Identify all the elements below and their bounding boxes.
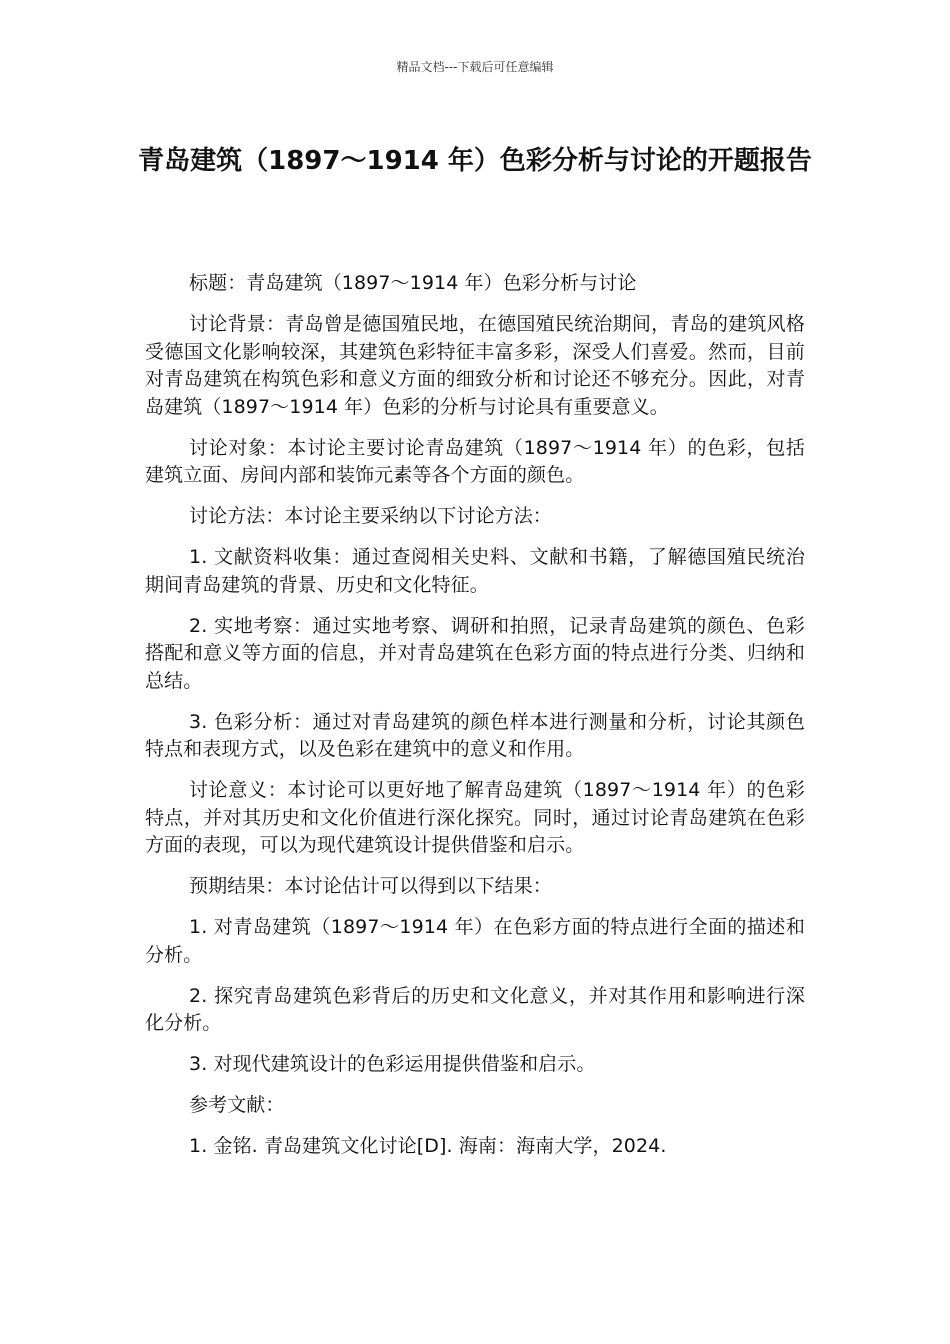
header-note: 精品文档---下载后可任意编辑 <box>396 60 554 74</box>
paragraph-method-2: 2. 实地考察：通过实地考察、调研和拍照，记录青岛建筑的颜色、色彩搭配和意义等方面的信息，并对青岛建筑在色彩方面的特点进行分类、归纳和总结。 <box>145 614 805 692</box>
paragraph-references-heading: 参考文献： <box>189 1094 285 1116</box>
paragraph-results-intro: 预期结果：本讨论估计可以得到以下结果： <box>189 875 552 897</box>
paragraph-method-3: 3. 色彩分析：通过对青岛建筑的颜色样本进行测量和分析，讨论其颜色特点和表现方式，以及色彩在建筑中的意义和作用。 <box>145 710 805 760</box>
document-title: 青岛建筑（1897～1914 年）色彩分析与讨论的开题报告 <box>138 146 812 176</box>
paragraph-heading-title: 标题：青岛建筑（1897～1914 年）色彩分析与讨论 <box>189 272 637 294</box>
paragraph-result-1: 1. 对青岛建筑（1897～1914 年）在色彩方面的特点进行全面的描述和分析。 <box>145 916 805 966</box>
paragraph-method-1: 1. 文献资料收集：通过查阅相关史料、文献和书籍，了解德国殖民统治期间青岛建筑的背景、历史和文化特征。 <box>145 546 805 596</box>
paragraph-methods-intro: 讨论方法：本讨论主要采纳以下讨论方法： <box>189 505 552 527</box>
paragraph-background: 讨论背景：青岛曾是德国殖民地，在德国殖民统治期间，青岛的建筑风格受德国文化影响较深，其建筑色彩特征丰富多彩，深受人们喜爱。然而，目前对青岛建筑在构筑色彩和意义方面的细致分析和讨论还不够充分。因此，对青岛建筑（1897～1914 年）色彩的分析与讨论具有重要意义。 <box>145 313 805 418</box>
paragraph-result-2: 2. 探究青岛建筑色彩背后的历史和文化意义，并对其作用和影响进行深化分析。 <box>145 984 805 1034</box>
paragraph-reference-1: 1. 金铭. 青岛建筑文化讨论[D]. 海南：海南大学，2024. <box>189 1135 667 1157</box>
paragraph-significance: 讨论意义：本讨论可以更好地了解青岛建筑（1897～1914 年）的色彩特点，并对其历史和文化价值进行深化探究。同时，通过讨论青岛建筑在色彩方面的表现，可以为现代建筑设计提供借鉴和启示。 <box>145 779 805 856</box>
paragraph-result-3: 3. 对现代建筑设计的色彩运用提供借鉴和启示。 <box>189 1053 596 1075</box>
paragraph-subject: 讨论对象：本讨论主要讨论青岛建筑（1897～1914 年）的色彩，包括建筑立面、房间内部和装饰元素等各个方面的颜色。 <box>145 436 805 486</box>
document-body <box>145 270 805 1174</box>
